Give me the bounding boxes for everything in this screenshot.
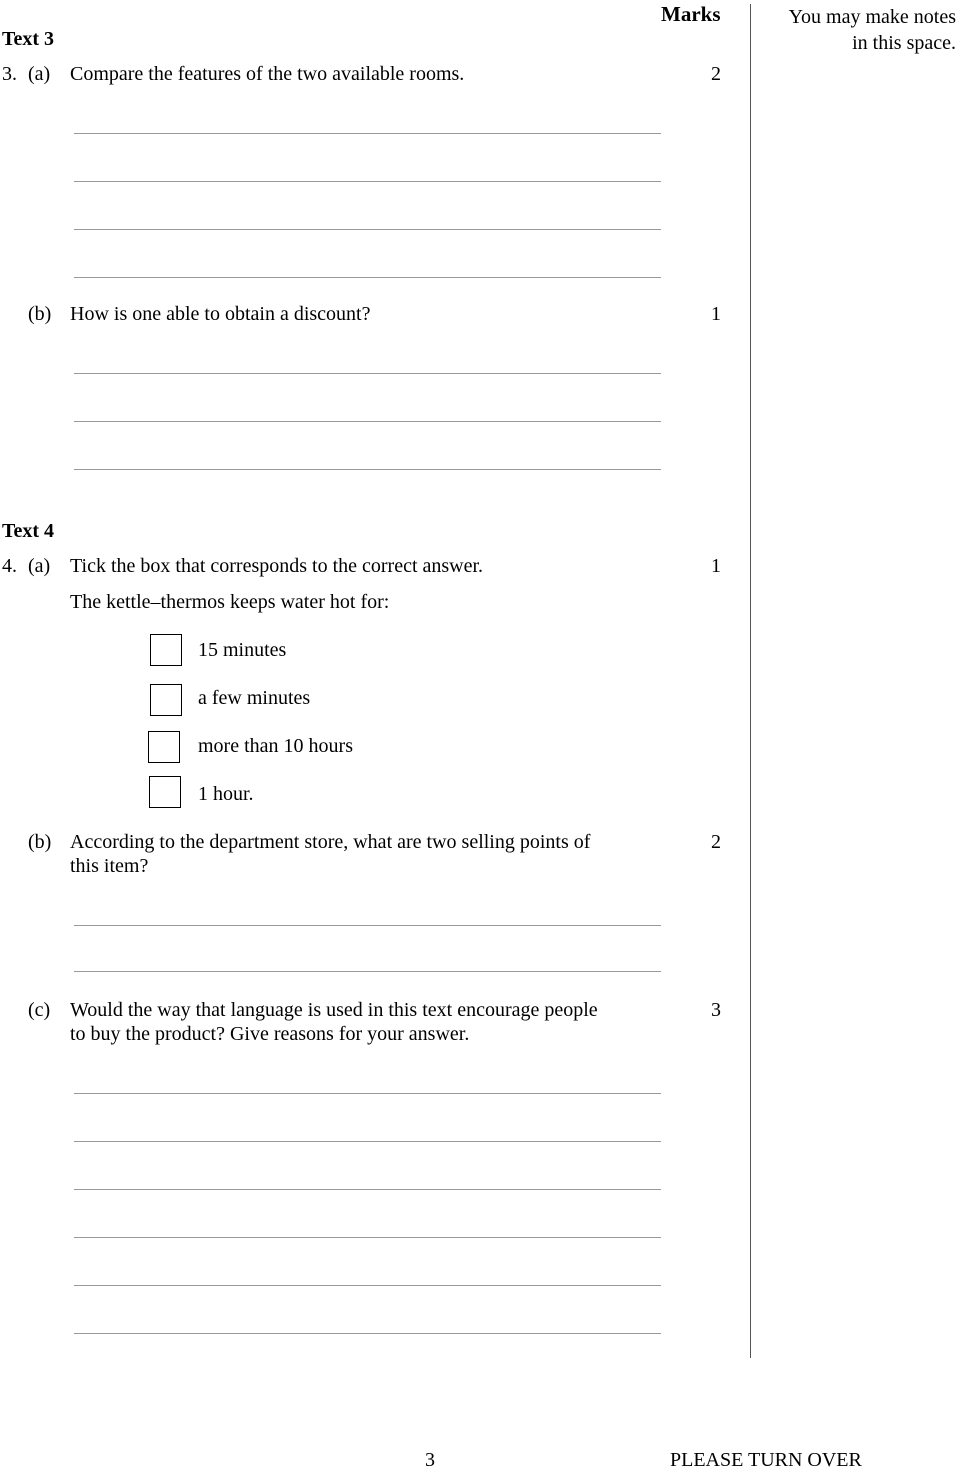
answer-line-3b-3[interactable] (74, 469, 661, 470)
question-4b-marks: 2 (711, 831, 721, 853)
answer-line-3b-1[interactable] (74, 373, 661, 374)
page-number: 3 (425, 1449, 435, 1471)
question-4b-text-line-2: this item? (70, 855, 149, 877)
question-4a-text: Tick the box that corresponds to the correct answer. (70, 555, 484, 577)
question-3b-marks: 1 (711, 303, 721, 325)
question-4c-text-line-1: Would the way that language is used in this text encourage people (70, 999, 598, 1021)
answer-line-3a-1[interactable] (74, 133, 661, 134)
tick-box-option-4[interactable] (149, 776, 181, 808)
question-4b-text-line-1: According to the department store, what are two selling points of (70, 831, 591, 853)
answer-line-4c-1[interactable] (74, 1093, 661, 1094)
notes-header-line-1: You may make notes (788, 6, 956, 28)
question-4a-stem: The kettle–thermos keeps water hot for: (70, 591, 390, 613)
tick-box-option-1[interactable] (150, 634, 182, 666)
option-2-label: a few minutes (198, 687, 311, 709)
answer-line-3a-3[interactable] (74, 229, 661, 230)
please-turn-over: PLEASE TURN OVER (670, 1449, 862, 1471)
answer-line-4c-4[interactable] (74, 1237, 661, 1238)
option-1-label: 15 minutes (198, 639, 287, 661)
tick-box-option-3[interactable] (148, 731, 180, 763)
question-3-number: 3. (2, 63, 17, 85)
option-4-label: 1 hour. (198, 783, 254, 805)
question-4a-marks: 1 (711, 555, 721, 577)
question-3b-label: (b) (28, 303, 52, 325)
question-4-number: 4. (2, 555, 17, 577)
answer-line-3a-4[interactable] (74, 277, 661, 278)
notes-column-header (760, 4, 956, 56)
answer-line-4c-5[interactable] (74, 1285, 661, 1286)
text3-heading: Text 3 (2, 28, 55, 50)
text4-heading: Text 4 (2, 520, 55, 542)
answer-line-4c-6[interactable] (74, 1333, 661, 1334)
question-4a-label: (a) (28, 555, 51, 577)
question-3b-text: How is one able to obtain a discount? (70, 303, 371, 325)
question-4c-marks: 3 (711, 999, 721, 1021)
answer-line-4b-2[interactable] (74, 971, 661, 972)
answer-line-4b-1[interactable] (74, 925, 661, 926)
option-3-label: more than 10 hours (198, 735, 353, 757)
tick-box-option-2[interactable] (150, 684, 182, 716)
answer-line-3b-2[interactable] (74, 421, 661, 422)
question-4c-text-line-2: to buy the product? Give reasons for your answer. (70, 1023, 470, 1045)
question-4b-label: (b) (28, 831, 52, 853)
question-4c-label: (c) (28, 999, 51, 1021)
answer-line-4c-3[interactable] (74, 1189, 661, 1190)
question-3a-marks: 2 (711, 63, 721, 85)
marks-column-header: Marks (661, 2, 721, 26)
answer-line-4c-2[interactable] (74, 1141, 661, 1142)
question-3a-label: (a) (28, 63, 51, 85)
notes-column-divider (750, 4, 751, 1358)
question-3a-text: Compare the features of the two available rooms. (70, 63, 465, 85)
answer-line-3a-2[interactable] (74, 181, 661, 182)
notes-header-line-2: in this space. (852, 32, 956, 54)
